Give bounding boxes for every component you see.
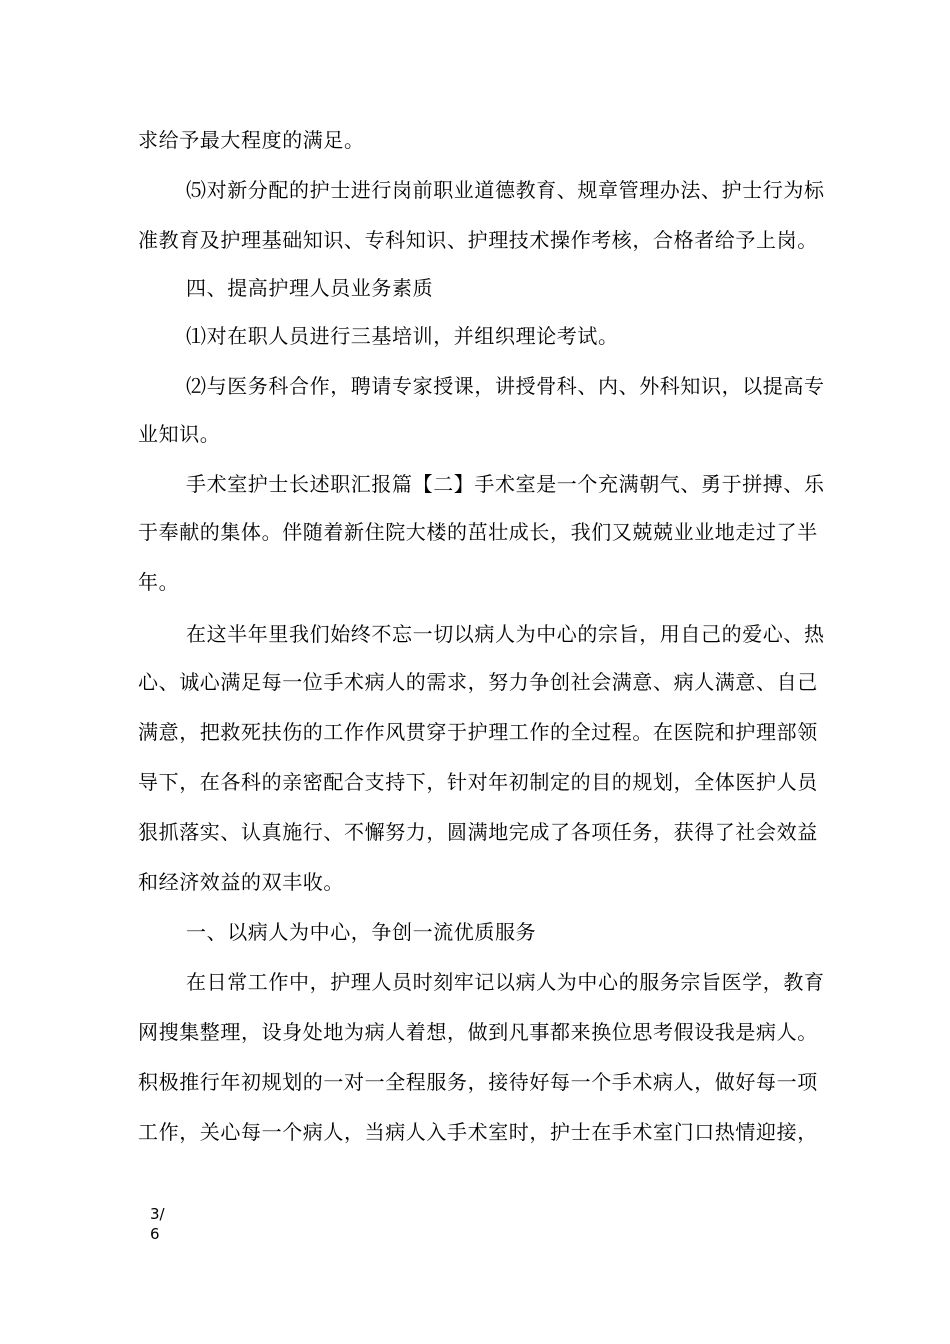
text-line: 求给予最大程度的满足。 <box>138 128 365 152</box>
text-line: 心、诚心满足每一位手术病人的需求，努力争创社会满意、病人满意、自己 <box>138 670 818 694</box>
text-line: ⑵与医务科合作，聘请专家授课，讲授骨科、内、外科知识，以提高专 <box>186 374 825 398</box>
section-heading: 四、提高护理人员业务素质 <box>186 276 434 300</box>
text-line: 于奉献的集体。伴随着新住院大楼的茁壮成长，我们又兢兢业业地走过了半 <box>138 520 818 544</box>
text-line: 在这半年里我们始终不忘一切以病人为中心的宗旨，用自己的爱心、热 <box>186 622 825 646</box>
text-line: 满意，把救死扶伤的工作作风贯穿于护理工作的全过程。在医院和护理部领 <box>138 720 818 744</box>
section-heading: 一、以病人为中心，争创一流优质服务 <box>186 920 537 944</box>
text-line: ⑴对在职人员进行三基培训，并组织理论考试。 <box>186 324 619 348</box>
text-line: 积极推行年初规划的一对一全程服务，接待好每一个手术病人，做好每一项 <box>138 1070 818 1094</box>
text-line: 准教育及护理基础知识、专科知识、护理技术操作考核，合格者给予上岗。 <box>138 228 818 252</box>
text-line: 手术室护士长述职汇报篇【二】手术室是一个充满朝气、勇于拼搏、乐 <box>186 472 825 496</box>
text-line: 导下，在各科的亲密配合支持下，针对年初制定的目的规划，全体医护人员 <box>138 770 818 794</box>
text-line: 工作，关心每一个病人，当病人入手术室时，护士在手术室门口热情迎接， <box>138 1120 818 1144</box>
text-line: 和经济效益的双丰收。 <box>138 870 344 894</box>
text-line: 在日常工作中，护理人员时刻牢记以病人为中心的服务宗旨医学，教育 <box>186 970 825 994</box>
text-line: 年。 <box>138 570 180 594</box>
text-line: 狠抓落实、认真施行、不懈努力，圆满地完成了各项任务，获得了社会效益 <box>138 820 818 844</box>
text-line: 业知识。 <box>138 422 221 446</box>
text-line: 网搜集整理，设身处地为病人着想，做到凡事都来换位思考假设我是病人。 <box>138 1020 818 1044</box>
text-line: ⑸对新分配的护士进行岗前职业道德教育、规章管理办法、护士行为标 <box>186 178 825 202</box>
page-number: 3/6 <box>150 1205 165 1243</box>
